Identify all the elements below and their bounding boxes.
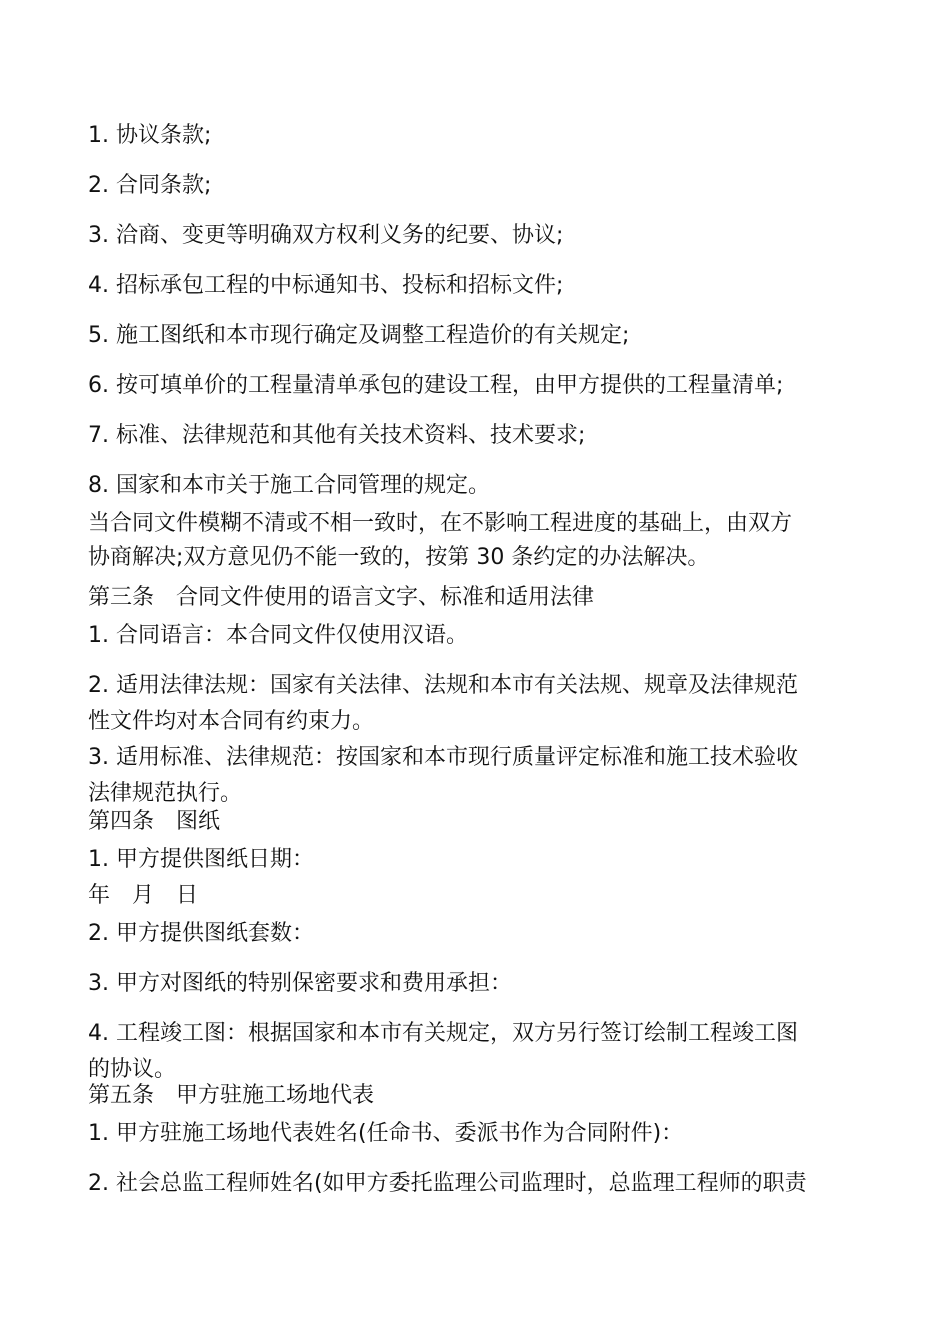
- clause-item-6: 6. 按可填单价的工程量清单承包的建设工程，由甲方提供的工程量清单;: [88, 373, 784, 398]
- clause-item-1: 1. 合同语言：本合同文件仅使用汉语。: [88, 623, 468, 648]
- clause-item-2: 2. 甲方提供图纸套数：: [88, 921, 314, 946]
- clause-item-2: 2. 社会总监工程师姓名(如甲方委托监理公司监理时，总监理工程师的职责: [88, 1171, 807, 1196]
- clause-item-1: 1. 甲方提供图纸日期：: [88, 847, 314, 872]
- clause-item-3: 3. 洽商、变更等明确双方权利义务的纪要、协议;: [88, 223, 564, 248]
- clause-item-3: 3. 适用标准、法律规范：按国家和本市现行质量评定标准和施工技术验收: [88, 745, 798, 770]
- paragraph-line: 当合同文件模糊不清或不相一致时，在不影响工程进度的基础上，由双方: [88, 511, 793, 536]
- clause-item-4: 4. 工程竣工图：根据国家和本市有关规定，双方另行签订绘制工程竣工图: [88, 1021, 798, 1046]
- clause-item-3: 3. 甲方对图纸的特别保密要求和费用承担：: [88, 971, 512, 996]
- clause-item-4: 4. 招标承包工程的中标通知书、投标和招标文件;: [88, 273, 564, 298]
- paragraph-line: 法律规范执行。: [88, 781, 243, 806]
- clause-item-5: 5. 施工图纸和本市现行确定及调整工程造价的有关规定;: [88, 323, 630, 348]
- clause-item-8: 8. 国家和本市关于施工合同管理的规定。: [88, 473, 490, 498]
- date-placeholder: 年 月 日: [88, 883, 199, 908]
- section-heading-article-3: 第三条 合同文件使用的语言文字、标准和适用法律: [88, 585, 595, 610]
- clause-item-1: 1. 协议条款;: [88, 123, 212, 148]
- clause-item-7: 7. 标准、法律规范和其他有关技术资料、技术要求;: [88, 423, 586, 448]
- clause-item-2: 2. 合同条款;: [88, 173, 212, 198]
- section-heading-article-5: 第五条 甲方驻施工场地代表: [88, 1083, 375, 1108]
- paragraph-line: 协商解决;双方意见仍不能一致的，按第 30 条约定的办法解决。: [88, 545, 710, 570]
- paragraph-line: 的协议。: [88, 1057, 177, 1082]
- clause-item-2: 2. 适用法律法规：国家有关法律、法规和本市有关法规、规章及法律规范: [88, 673, 798, 698]
- paragraph-line: 性文件均对本合同有约束力。: [88, 709, 375, 734]
- section-heading-article-4: 第四条 图纸: [88, 809, 221, 834]
- clause-item-1: 1. 甲方驻施工场地代表姓名(任命书、委派书作为合同附件)：: [88, 1121, 684, 1146]
